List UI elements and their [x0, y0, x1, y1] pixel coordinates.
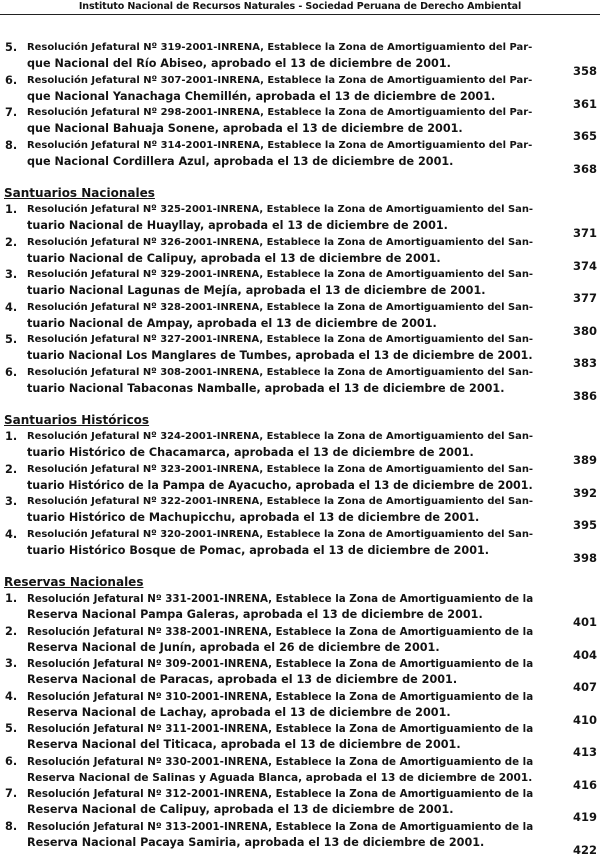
toc-entry[interactable]	[0, 591, 600, 629]
entry-text	[27, 656, 537, 688]
entry-text	[27, 819, 537, 851]
entry-line-2: tuario Nacional de Ampay, aprobada el 13 de diciembre de 2001.	[27, 316, 437, 330]
entry-line-1: Resolución Jefatural Nº 327-2001-INRENA, Establece la Zona de Amortiguamiento del San-	[27, 334, 534, 345]
section-heading: Reservas Nacionales	[4, 575, 144, 589]
entry-number: 5.	[5, 333, 18, 346]
page-number: 398	[572, 550, 597, 565]
entry-line-1: Resolución Jefatural Nº 328-2001-INRENA, Establece la Zona de Amortiguamiento del San-	[27, 301, 534, 313]
page-number: 401	[572, 615, 597, 629]
entry-line-2: Reserva Nacional de Lachay, aprobada el 13 de diciembre de 2001.	[27, 705, 451, 719]
entry-number: 2.	[5, 624, 18, 638]
entry-text	[27, 202, 537, 234]
entry-line-1: Resolución Jefatural Nº 298-2001-INRENA, Establece la Zona de Amortiguamiento del Par-	[27, 107, 533, 118]
entry-line-2: tuario Nacional Los Manglares de Tumbes, aprobada el 13 de diciembre de 2001.	[27, 349, 533, 362]
toc-entry[interactable]	[0, 40, 600, 78]
entry-text	[27, 235, 537, 267]
toc-section-santuarios-nacionales	[0, 185, 600, 403]
page-number: 392	[572, 485, 597, 500]
entry-text	[27, 786, 537, 818]
entry-number: 3.	[5, 495, 18, 508]
page-number: 380	[572, 323, 597, 338]
entry-line-2: que Nacional del Río Abiseo, aprobado el 13 de diciembre de 2001.	[27, 57, 451, 70]
entry-number: 3.	[5, 657, 18, 670]
entry-line-1: Resolución Jefatural Nº 308-2001-INRENA, Establece la Zona de Amortiguamiento del San-	[27, 366, 534, 378]
entry-number: 5.	[5, 41, 18, 54]
entry-number: 4.	[5, 300, 18, 314]
toc-entry[interactable]	[0, 429, 600, 467]
entry-number: 7.	[5, 106, 18, 119]
entry-line-1: Resolución Jefatural Nº 322-2001-INRENA, Establece la Zona de Amortiguamiento del San-	[27, 496, 534, 507]
running-header: Instituto Nacional de Recursos Naturales - Sociedad Peruana de Derecho Ambiental	[0, 0, 600, 15]
toc-entry[interactable]	[0, 656, 600, 694]
toc-entry[interactable]	[0, 267, 600, 305]
entry-number: 2.	[5, 235, 18, 249]
toc-entry[interactable]	[0, 105, 600, 143]
entry-number: 7.	[5, 787, 18, 800]
entry-number: 4.	[5, 689, 18, 703]
entry-number: 4.	[5, 527, 18, 541]
entry-line-1: Resolución Jefatural Nº 310-2001-INRENA, Establece la Zona de Amortiguamiento de la	[27, 690, 534, 703]
entry-text	[27, 494, 537, 526]
page-number: 419	[572, 810, 597, 824]
entry-number: 2.	[5, 462, 18, 476]
entry-line-1: Resolución Jefatural Nº 307-2001-INRENA, Establece la Zona de Amortiguamiento del Par-	[27, 74, 533, 86]
entry-number: 3.	[5, 268, 18, 281]
entry-line-1: Resolución Jefatural Nº 331-2001-INRENA, Establece la Zona de Amortiguamiento de la	[27, 593, 534, 605]
entry-line-2: tuario Nacional Lagunas de Mejía, aprobada el 13 de diciembre de 2001.	[27, 284, 486, 297]
entry-number: 1.	[5, 592, 18, 605]
entry-line-1: Resolución Jefatural Nº 314-2001-INRENA, Establece la Zona de Amortiguamiento del Par-	[27, 139, 533, 151]
toc-section-santuarios-historicos	[0, 412, 600, 565]
entry-text	[27, 754, 537, 786]
entry-text	[27, 689, 537, 721]
toc-entry[interactable]	[0, 754, 600, 792]
entry-line-1: Resolución Jefatural Nº 323-2001-INRENA, Establece la Zona de Amortiguamiento del San-	[27, 463, 534, 475]
page-number: 416	[572, 777, 597, 792]
section-heading: Santuarios Nacionales	[4, 186, 155, 200]
entry-text	[27, 300, 537, 332]
toc-entry[interactable]	[0, 494, 600, 532]
entry-text	[27, 105, 537, 137]
entry-line-2: tuario Nacional de Huayllay, aprobada el 13 de diciembre de 2001.	[27, 219, 448, 232]
page-number: 368	[572, 161, 597, 176]
entry-line-2: Reserva Nacional Pacaya Samiria, aprobada el 13 de diciembre de 2001.	[27, 835, 485, 849]
entry-line-1: Resolución Jefatural Nº 325-2001-INRENA, Establece la Zona de Amortiguamiento del San-	[27, 204, 534, 215]
toc-entry[interactable]	[0, 721, 600, 759]
entry-text	[27, 527, 537, 559]
entry-text	[27, 73, 537, 105]
entry-line-2: tuario Histórico de la Pampa de Ayacucho, aprobada el 13 de diciembre de 2001.	[27, 478, 533, 492]
page-number: 386	[572, 388, 597, 403]
entry-line-2: Reserva Nacional de Junín, aprobada el 26 de diciembre de 2001.	[27, 640, 440, 654]
entry-line-2: Reserva Nacional del Titicaca, aprobada el 13 de diciembre de 2001.	[27, 738, 461, 751]
page-number: 361	[572, 96, 597, 111]
page-number: 404	[572, 647, 597, 662]
page-number: 383	[572, 356, 597, 370]
entry-line-1: Resolución Jefatural Nº 320-2001-INRENA, Establece la Zona de Amortiguamiento del San-	[27, 528, 534, 540]
toc-entry[interactable]	[0, 138, 600, 176]
entry-line-1: Resolución Jefatural Nº 329-2001-INRENA, Establece la Zona de Amortiguamiento del San-	[27, 269, 534, 280]
entry-text	[27, 591, 537, 623]
entry-line-1: Resolución Jefatural Nº 319-2001-INRENA, Establece la Zona de Amortiguamiento del Par-	[27, 42, 533, 53]
entry-line-1: Resolución Jefatural Nº 330-2001-INRENA, Establece la Zona de Amortiguamiento de la	[27, 755, 534, 768]
entry-text	[27, 624, 537, 656]
page-number: 422	[572, 842, 597, 857]
entry-line-1: Resolución Jefatural Nº 324-2001-INRENA, Establece la Zona de Amortiguamiento del San-	[27, 431, 534, 442]
entry-line-2: tuario Histórico Bosque de Pomac, aprobada el 13 de diciembre de 2001.	[27, 543, 490, 557]
entry-text	[27, 429, 537, 461]
entry-text	[27, 365, 537, 397]
entry-line-2: tuario Histórico de Machupicchu, aprobada el 13 de diciembre de 2001.	[27, 511, 480, 524]
entry-line-1: Resolución Jefatural Nº 312-2001-INRENA, Establece la Zona de Amortiguamiento de la	[27, 788, 534, 800]
entry-number: 6.	[5, 754, 18, 768]
page-number: 365	[572, 129, 597, 143]
entry-text	[27, 721, 537, 753]
toc-section-parques	[0, 40, 600, 176]
page-number: 413	[572, 745, 597, 759]
table-of-contents	[0, 40, 600, 857]
entry-text	[27, 138, 537, 170]
toc-entry[interactable]	[0, 624, 600, 662]
page-number: 407	[572, 680, 597, 694]
page-number: 395	[572, 518, 597, 532]
toc-entry[interactable]	[0, 819, 600, 857]
entry-number: 1.	[5, 430, 18, 443]
toc-section-reservas-nacionales	[0, 574, 600, 857]
toc-entry[interactable]	[0, 689, 600, 727]
toc-entry[interactable]	[0, 786, 600, 824]
entry-text	[27, 332, 537, 364]
toc-entry[interactable]	[0, 235, 600, 273]
entry-line-2: tuario Nacional Tabaconas Namballe, aprobada el 13 de diciembre de 2001.	[27, 381, 505, 395]
entry-line-1: Resolución Jefatural Nº 338-2001-INRENA, Establece la Zona de Amortiguamiento de la	[27, 625, 534, 638]
entry-line-2: Reserva Nacional Pampa Galeras, aprobada el 13 de diciembre de 2001.	[27, 608, 483, 621]
page-number: 389	[572, 453, 597, 467]
entry-line-1: Resolución Jefatural Nº 311-2001-INRENA, Establece la Zona de Amortiguamiento de la	[27, 723, 534, 735]
entry-number: 6.	[5, 73, 18, 87]
entry-line-2: Reserva Nacional de Paracas, aprobada el 13 de diciembre de 2001.	[27, 673, 458, 686]
entry-number: 6.	[5, 365, 18, 379]
toc-entry[interactable]	[0, 300, 600, 338]
entry-line-1: Resolución Jefatural Nº 309-2001-INRENA, Establece la Zona de Amortiguamiento de la	[27, 658, 534, 670]
page-number: 377	[572, 291, 597, 305]
entry-line-1: Resolución Jefatural Nº 326-2001-INRENA, Establece la Zona de Amortiguamiento del San-	[27, 236, 534, 248]
entry-line-2: tuario Nacional de Calipuy, aprobada el 13 de diciembre de 2001.	[27, 251, 441, 265]
entry-number: 1.	[5, 203, 18, 216]
entry-number: 5.	[5, 722, 18, 735]
page-number: 410	[572, 712, 597, 727]
entry-line-2: que Nacional Yanachaga Chemillén, aprobada el 13 de diciembre de 2001.	[27, 89, 496, 103]
entry-text	[27, 462, 537, 494]
toc-entry[interactable]	[0, 332, 600, 370]
toc-entry[interactable]	[0, 365, 600, 403]
entry-line-2: que Nacional Bahuaja Sonene, aprobada el 13 de diciembre de 2001.	[27, 122, 463, 135]
page-number: 374	[572, 258, 597, 273]
toc-entry[interactable]	[0, 202, 600, 240]
toc-entry[interactable]	[0, 462, 600, 500]
entry-line-2: Reserva Nacional de Salinas y Aguada Blanca, aprobada el 13 de diciembre de 2001.	[27, 771, 533, 784]
entry-line-2: Reserva Nacional de Calipuy, aprobada el 13 de diciembre de 2001.	[27, 803, 454, 816]
entry-line-2: tuario Histórico de Chacamarca, aprobada el 13 de diciembre de 2001.	[27, 446, 474, 459]
page-number: 371	[572, 226, 597, 240]
toc-entry[interactable]	[0, 527, 600, 565]
page-number: 358	[572, 64, 597, 78]
entry-number: 8.	[5, 138, 18, 152]
entry-text	[27, 267, 537, 299]
entry-number: 8.	[5, 819, 18, 833]
section-heading: Santuarios Históricos	[4, 413, 150, 427]
toc-entry[interactable]	[0, 73, 600, 111]
entry-line-2: que Nacional Cordillera Azul, aprobada el 13 de diciembre de 2001.	[27, 154, 454, 168]
entry-text	[27, 40, 537, 72]
entry-line-1: Resolución Jefatural Nº 313-2001-INRENA, Establece la Zona de Amortiguamiento de la	[27, 820, 534, 833]
